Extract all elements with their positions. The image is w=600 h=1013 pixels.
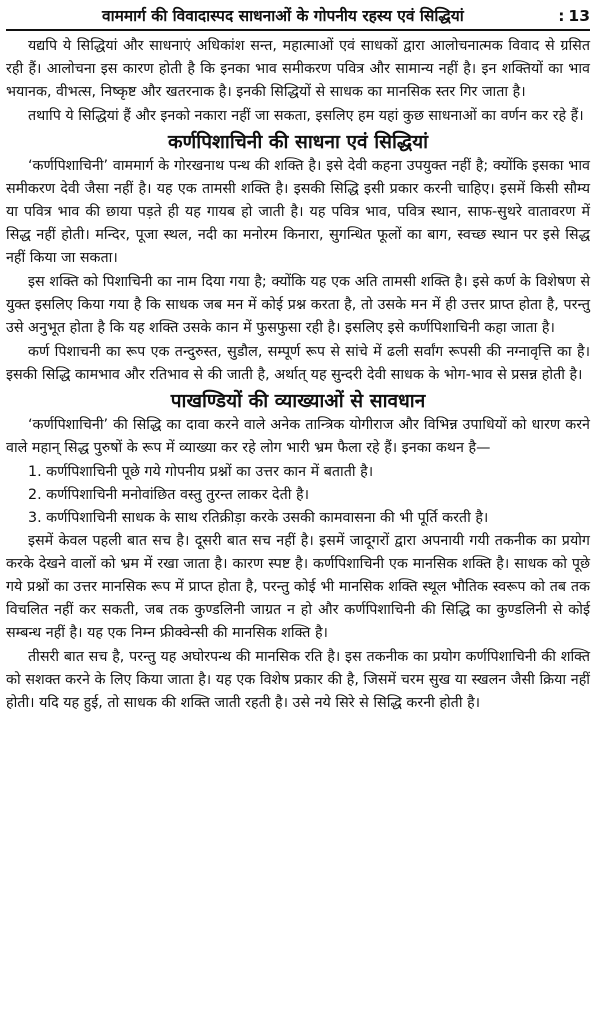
section1-paragraph-1: ‘कर्णपिशाचिनी’ वाममार्ग के गोरखनाथ पन्थ की शक्ति है। इसे देवी कहना उपयुक्त नहीं है; क्योंकि इसका भाव समीकरण देवी जैसा नहीं है। यह एक तामसी शक्ति है। इसकी सिद्धि इसी प्रकार करनी चाहिए। इसमें किसी सौम्य या पवित्र भाव की छाया पड़ते ही यह गायब हो जाती है। यह पवित्र भाव, पवित्र स्थान, साफ-सुथरे वातावरण में सिद्ध नहीं होती। मन्दिर, पूजा स्थल, नदी का मनोरम किनारा, सुगन्धित फूलों का बाग, स्वच्छ स्थान पर इसे सिद्ध नहीं किया जा सकता। [6, 158, 590, 266]
running-header-title: वाममार्ग की विवादास्पद साधनाओं के गोपनीय रहस्य एवं सिद्धियां [102, 7, 464, 25]
claim-item-2: 2. कर्णपिशाचिनी मनोवांछित वस्तु तुरन्त लाकर देती है। [28, 487, 310, 503]
section1-paragraph-3: कर्ण पिशाचनी का रूप एक तन्दुरुस्त, सुडौल, सम्पूर्ण रूप से सांचे में ढली सर्वांग रूपसी की नग्नावृत्ति का है। इसकी सिद्धि कामभाव और रतिभाव से की जाती है, अर्थात् यह सुन्दरी देवी साधक के भोग-भाव से प्रसन्न होती है। [6, 344, 590, 383]
section2-paragraph-2: इसमें केवल पहली बात सच है। दूसरी बात सच नहीं है। इसमें जादूगरों द्वारा अपनायी गयी तकनीक का प्रयोग करके देखने वालों को भ्रम में रखा जाता है। कारण स्पष्ट है। कर्णपिशाचिनी एक मानसिक शक्ति है। साधक को पूछे गये प्रश्नों का उत्तर मानसिक रूप में प्राप्त होता है, परन्तु कोई भी मानसिक शक्ति स्थूल भौतिक स्वरूप को तब तक विचलित नहीं कर सकती, जब तक कुण्डलिनी जाग्रत न हो और कर्णपिशाचिनी की सिद्धि का कुण्डलिनी से कोई सम्बन्ध नहीं है। यह एक निम्न फ्रीक्वेन्सी की मानसिक शक्ति है। [6, 533, 590, 641]
section2-paragraph-1: ‘कर्णपिशाचिनी’ की सिद्धि का दावा करने वाले अनेक तान्त्रिक योगीराज और विभिन्न उपाधियों को धारण करने वाले महान् सिद्ध पुरुषों के रूप में व्याख्या कर रहे लोग भारी भ्रम फैला रहे हैं। इनका कथन है— [6, 417, 590, 456]
claim-item-3: 3. कर्णपिशाचिनी साधक के साथ रतिक्रीड़ा करके उसकी कामवासना की भी पूर्ति करती है। [28, 510, 489, 526]
intro-paragraph-1: यद्यपि ये सिद्धियां और साधनाएं अधिकांश सन्त, महात्माओं एवं साधकों द्वारा आलोचनात्मक विवाद से ग्रसित रही हैं। आलोचना इस कारण होती है कि इनका भाव समीकरण पवित्र और सामान्य नहीं है। इन शक्तियों का भाव भयानक, वीभत्स, निष्कृष्ट और खतरनाक है। इनकी सिद्धियों से साधक का मानसिक स्तर गिर जाता है। [6, 38, 590, 100]
section-heading-beware-hypocrites: पाखण्डियों की व्याख्याओं से सावधान [170, 390, 426, 412]
page-number: 13 [568, 7, 590, 25]
page-number-group [554, 7, 590, 25]
header-separator: : [558, 7, 565, 25]
section2-paragraph-3: तीसरी बात सच है, परन्तु यह अघोरपन्थ की मानसिक रति है। इस तकनीक का प्रयोग कर्णपिशाचिनी की शक्ति को सशक्त करने के लिए किया जाता है। यह एक विशेष प्रकार की है, जिसमें चरम सुख या स्खलन जैसी क्रिया नहीं होती। यदि यह हुई, तो साधक की शक्ति जाती रहती है। उसे नये सिरे से सिद्धि करनी होती है। [6, 649, 590, 711]
section-heading-karnapishachini: कर्णपिशाचिनी की साधना एवं सिद्धियां [167, 131, 429, 153]
running-header [6, 4, 590, 31]
claim-item-1: 1. कर्णपिशाचिनी पूछे गये गोपनीय प्रश्नों का उत्तर कान में बताती है। [28, 464, 374, 480]
intro-paragraph-2: तथापि ये सिद्धियां हैं और इनको नकारा नहीं जा सकता, इसलिए हम यहां कुछ साधनाओं का वर्णन कर रहे हैं। [28, 108, 584, 124]
section1-paragraph-2: इस शक्ति को पिशाचिनी का नाम दिया गया है; क्योंकि यह एक अति तामसी शक्ति है। इसे कर्ण के विशेषण से युक्त इसलिए किया गया है कि साधक जब मन में कोई प्रश्न करता है, तो उसके मन में ही उत्तर प्राप्त होता है, परन्तु उसे अनुभूत होता है कि यह शक्ति उसके कान में फुसफुसा रही है। इसलिए इसे कर्णपिशाचिनी कहा जाता है। [6, 274, 590, 336]
claims-list [6, 461, 590, 530]
